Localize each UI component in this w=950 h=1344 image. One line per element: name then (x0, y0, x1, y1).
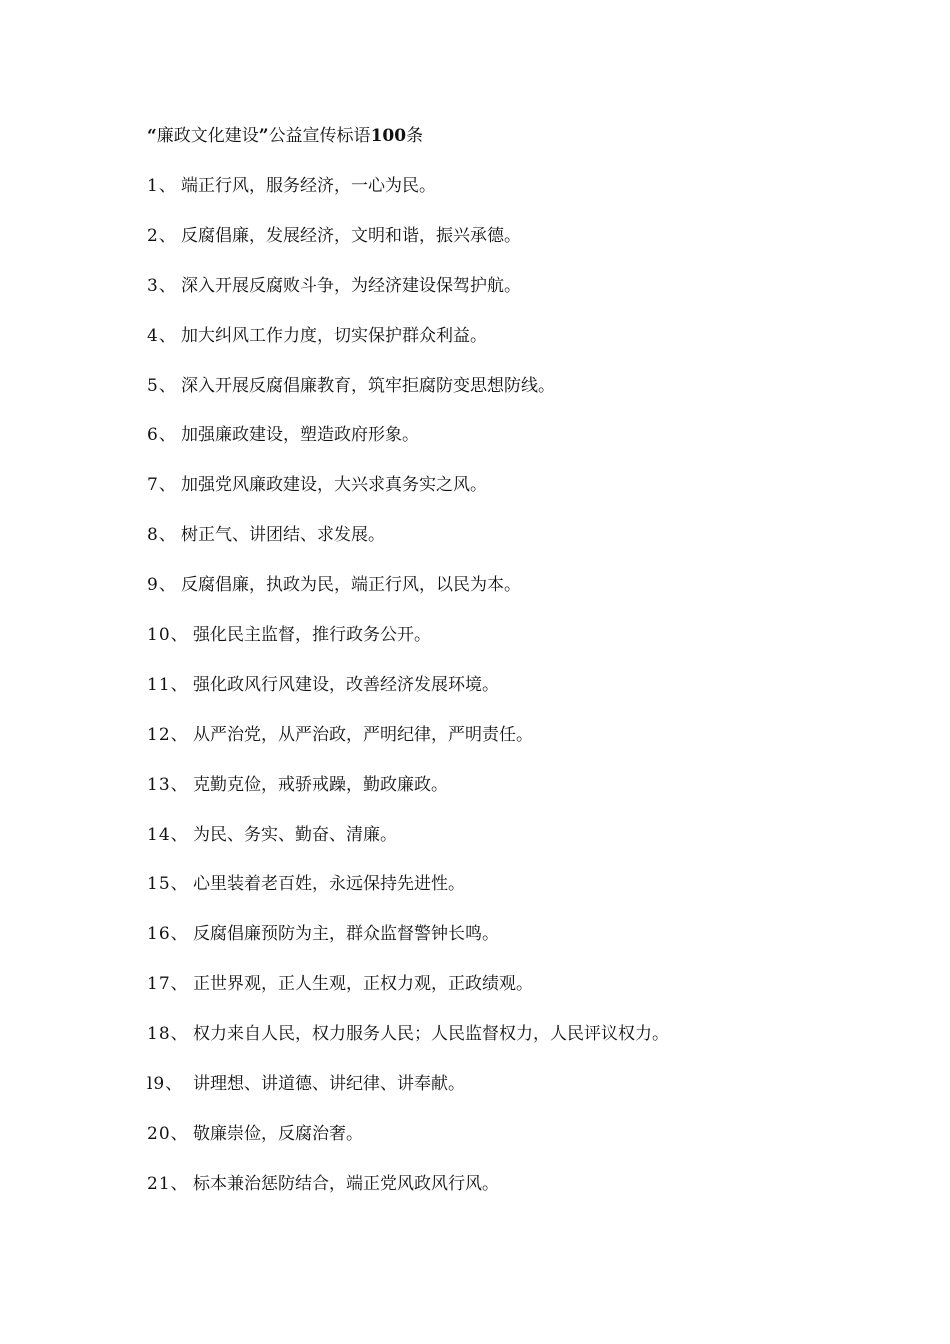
item-number: 16、 (147, 924, 189, 945)
item-number: 20、 (147, 1123, 189, 1144)
item-number: 2、 (147, 225, 177, 246)
item-number: 12、 (147, 724, 189, 745)
item-text: 端正行风，服务经济，一心为民。 (181, 176, 436, 196)
list-item (147, 1172, 669, 1222)
item-text: 加大纠风工作力度，切实保护群众利益。 (181, 325, 487, 346)
title-quote-close: ” (258, 126, 269, 146)
list-item (147, 773, 669, 823)
item-number: l9、 (147, 1074, 184, 1095)
item-text: 敬廉崇俭，反腐治奢。 (193, 1123, 363, 1144)
slogan-list (147, 174, 669, 1222)
item-text: 加强廉政建设，塑造政府形象。 (181, 425, 419, 446)
list-item (147, 1072, 669, 1122)
item-number: 1、 (147, 176, 177, 196)
item-text: 反腐倡廉，发展经济，文明和谐，振兴承德。 (181, 225, 521, 246)
list-item (147, 523, 669, 573)
item-text: 强化政风行风建设，改善经济发展环境。 (193, 674, 499, 695)
item-text: 树正气、讲团结、求发展。 (181, 525, 385, 546)
list-item (147, 823, 669, 873)
list-item (147, 872, 669, 922)
item-number: 4、 (147, 325, 177, 346)
list-item (147, 623, 669, 673)
item-text: 加强党风廉政建设，大兴求真务实之风。 (181, 475, 487, 496)
item-number: 21、 (147, 1173, 189, 1194)
list-item (147, 473, 669, 523)
item-number: 10、 (147, 625, 189, 646)
item-text: 正世界观，正人生观，正权力观，正政绩观。 (193, 974, 533, 995)
item-number: 15、 (147, 874, 189, 895)
item-text: 克勤克俭，戒骄戒躁，勤政廉政。 (193, 774, 448, 795)
list-item (147, 922, 669, 972)
item-number: 18、 (147, 1024, 189, 1045)
item-text: 讲理想、讲道德、讲纪律、讲奉献。 (193, 1074, 465, 1095)
list-item (147, 573, 669, 623)
item-number: 3、 (147, 275, 177, 296)
item-number: 9、 (147, 575, 177, 596)
item-text: 反腐倡廉预防为主，群众监督警钟长鸣。 (193, 924, 499, 945)
item-number: 14、 (147, 824, 189, 845)
title-quote-open: “ (147, 126, 157, 146)
item-number: 8、 (147, 525, 177, 546)
list-item (147, 673, 669, 723)
list-item (147, 972, 669, 1022)
item-number: 13、 (147, 774, 189, 795)
list-item (147, 324, 669, 374)
item-number: 11、 (147, 674, 189, 695)
list-item (147, 423, 669, 473)
item-text: 深入开展反腐败斗争，为经济建设保驾护航。 (181, 275, 521, 296)
item-number: 6、 (147, 425, 177, 446)
title-suffix: 条 (406, 126, 424, 146)
list-item (147, 1022, 669, 1072)
item-number: 7、 (147, 475, 177, 496)
item-text: 从严治党，从严治政，严明纪律，严明责任。 (193, 724, 533, 745)
document-title (147, 124, 423, 148)
item-number: 17、 (147, 974, 189, 995)
item-text: 心里装着老百姓，永远保持先进性。 (193, 874, 465, 895)
title-name: 廉政文化建设 (156, 126, 259, 146)
item-text: 标本兼治惩防结合，端正党风政风行风。 (193, 1173, 499, 1194)
list-item (147, 374, 669, 424)
title-count: 100 (370, 126, 407, 146)
list-item (147, 224, 669, 274)
item-number: 5、 (147, 375, 177, 396)
title-middle: 公益宣传标语 (268, 126, 371, 146)
list-item (147, 174, 669, 224)
list-item (147, 274, 669, 324)
item-text: 强化民主监督，推行政务公开。 (193, 625, 431, 646)
list-item (147, 723, 669, 773)
item-text: 反腐倡廉，执政为民，端正行风，以民为本。 (181, 575, 521, 596)
item-text: 权力来自人民，权力服务人民；人民监督权力，人民评议权力。 (193, 1024, 669, 1045)
item-text: 深入开展反腐倡廉教育，筑牢拒腐防变思想防线。 (181, 375, 555, 396)
list-item (147, 1122, 669, 1172)
item-text: 为民、务实、勤奋、清廉。 (193, 824, 397, 845)
